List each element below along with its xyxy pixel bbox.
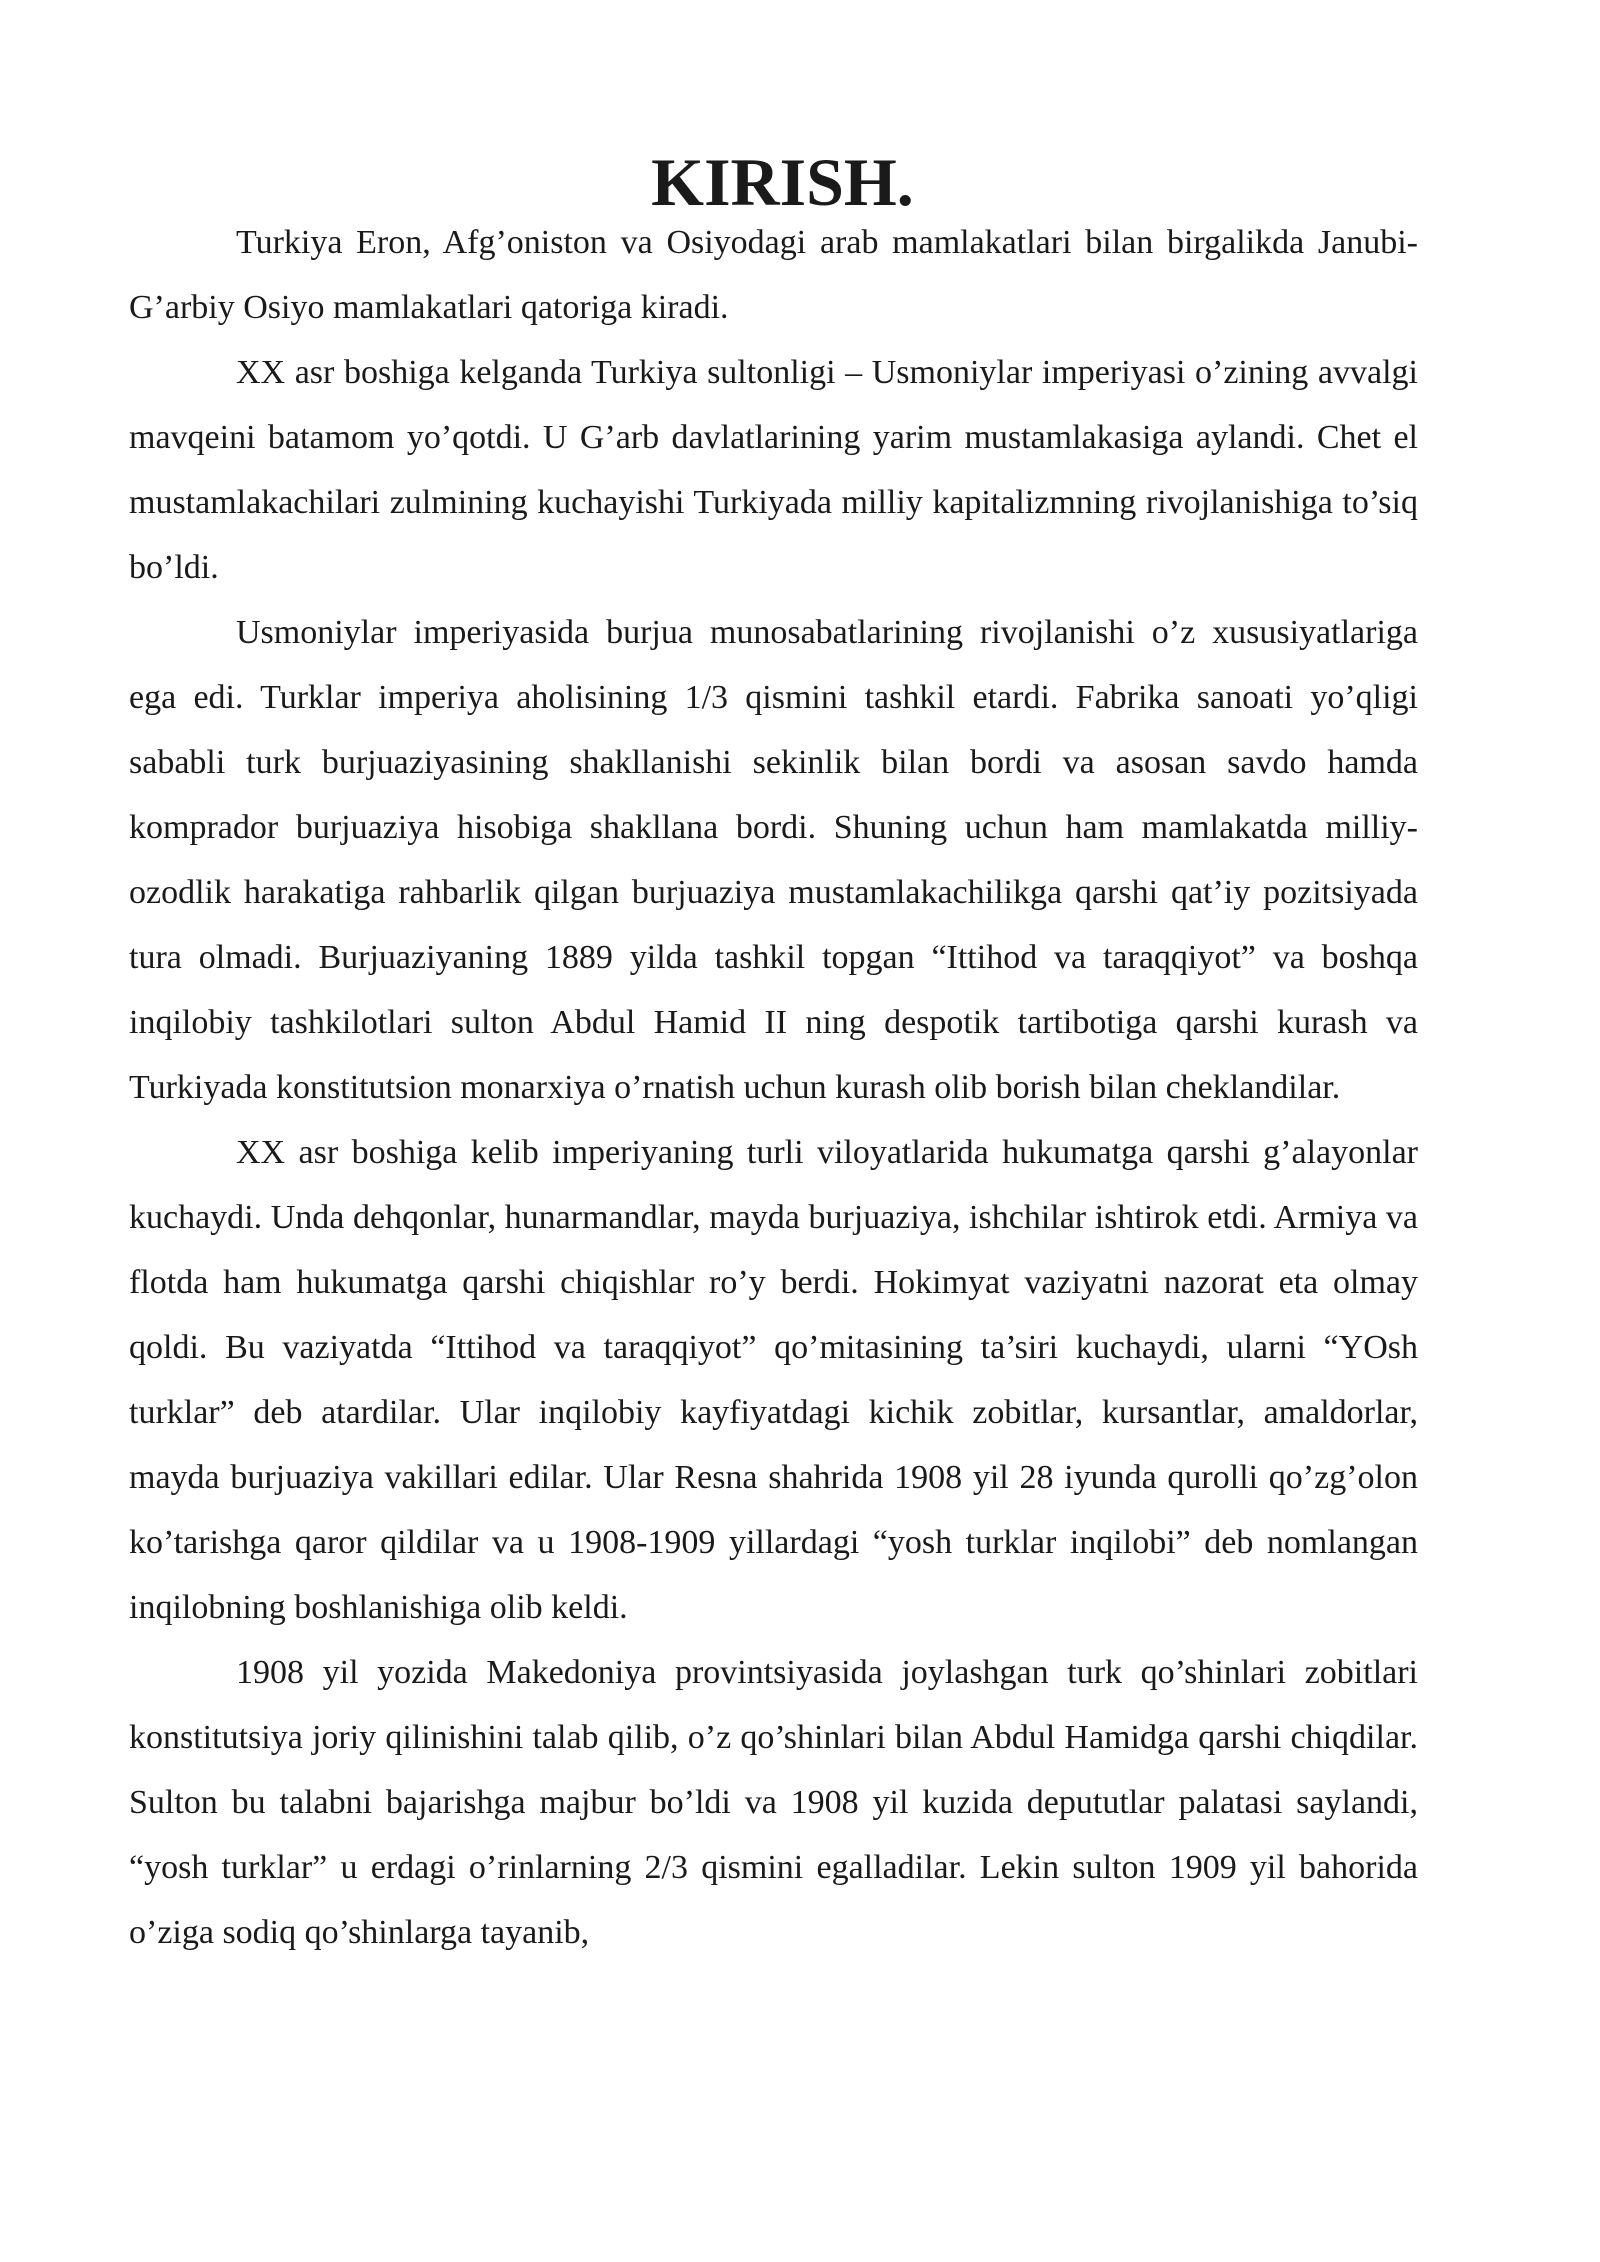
page-title: KIRISH.	[651, 144, 914, 220]
paragraph-3: Usmoniylar imperiyasida burjua munosabatlarining rivojlanishi o’z xususiyatlariga ega edi. Turklar imperiya aholisining 1/3 qismini tashkil etardi. Fabrika sanoati yo’qligi sababli turk burjuaziyasining shakllanishi sekinlik bilan bordi va asosan savdo hamda komprador burjuaziya hisobiga shakllana bordi. Shuning uchun ham mamlakatda milliy-ozodlik harakatiga rahbarlik qilgan burjuaziya mustamlakachilikga qarshi qat’iy pozitsiyada tura olmadi. Burjuaziyaning 1889 yilda tashkil topgan “Ittihod va taraqqiyot” va boshqa inqilobiy tashkilotlari sulton Abdul Hamid II ning despotik tartibotiga qarshi kurash va Turkiyada konstitutsion monarxiya o’rnatish uchun kurash olib borish bilan cheklandilar.	[129, 614, 1418, 1106]
paragraph-1: Turkiya Eron, Afg’oniston va Osiyodagi arab mamlakatlari bilan birgalikda Janubi-G’arbiy Osiyo mamlakatlari qatoriga kiradi.	[129, 224, 1418, 326]
paragraph-4: XX asr boshiga kelib imperiyaning turli viloyatlarida hukumatga qarshi g’alayonlar kuchaydi. Unda dehqonlar, hunarmandlar, mayda burjuaziya, ishchilar ishtirok etdi. Armiya va flotda ham hukumatga qarshi chiqishlar ro’y berdi. Hokimyat vaziyatni nazorat eta olmay qoldi. Bu vaziyatda “Ittihod va taraqqiyot” qo’mitasining ta’siri kuchaydi, ularni “YOsh turklar” deb atardilar. Ular inqilobiy kayfiyatdagi kichik zobitlar, kursantlar, amaldorlar, mayda burjuaziya vakillari edilar. Ular Resna shahrida 1908 yil 28 iyunda qurolli qo’zg’olon ko’tarishga qaror qildilar va u 1908-1909 yillardagi “yosh turklar inqilobi” deb nomlangan inqilobning boshlanishiga olib keldi.	[129, 1134, 1418, 1626]
paragraph-5: 1908 yil yozida Makedoniya provintsiyasida joylashgan turk qo’shinlari zobitlari konstitutsiya joriy qilinishini talab qilib, o’z qo’shinlari bilan Abdul Hamidga qarshi chiqdilar. Sulton bu talabni bajarishga majbur bo’ldi va 1908 yil kuzida depututlar palatasi saylandi, “yosh turklar” u erdagi o’rinlarning 2/3 qismini egalladilar. Lekin sulton 1909 yil bahorida o’ziga sodiq qo’shinlarga tayanib,	[129, 1654, 1418, 1951]
document-page	[129, 144, 1418, 1965]
paragraph-2: XX asr boshiga kelganda Turkiya sultonligi – Usmoniylar imperiyasi o’zining avvalgi mavqeini batamom yo’qotdi. U G’arb davlatlarining yarim mustamlakasiga aylandi. Chet el mustamlakachilari zulmining kuchayishi Turkiyada milliy kapitalizmning rivojlanishiga to’siq bo’ldi.	[129, 354, 1418, 586]
